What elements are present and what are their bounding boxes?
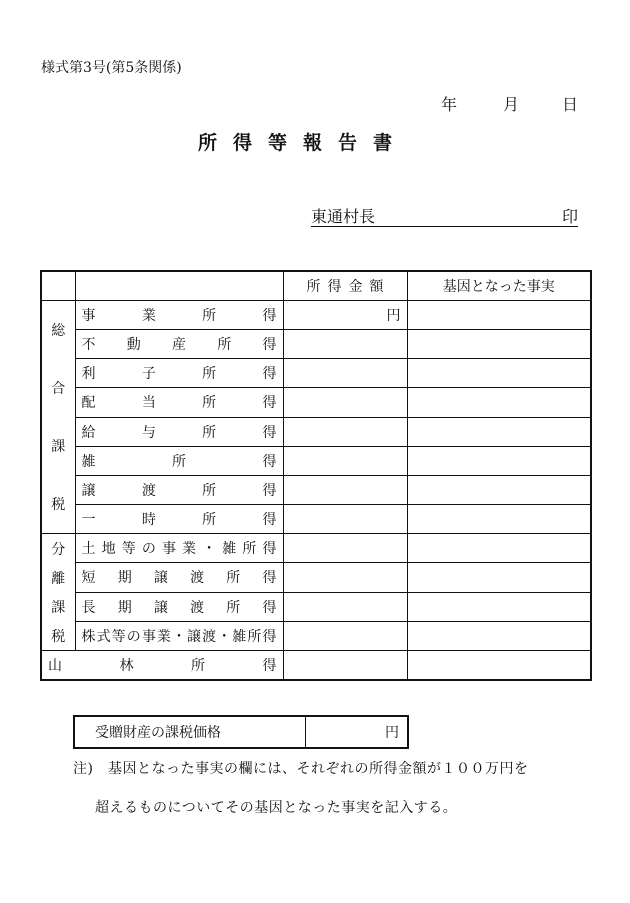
header-basis: 基因となった事実 xyxy=(407,271,591,301)
separate-group-char: 分 xyxy=(51,541,66,558)
income-basis-field[interactable] xyxy=(407,592,591,621)
separate-row-label xyxy=(75,621,283,650)
income-amount-field[interactable]: 円 xyxy=(283,301,407,330)
income-table xyxy=(40,270,592,681)
income-basis-field[interactable] xyxy=(407,330,591,359)
gift-amount-field[interactable]: 円 xyxy=(306,716,409,748)
comprehensive-row xyxy=(41,301,591,330)
income-amount-field[interactable] xyxy=(283,359,407,388)
separate-group-char: 課 xyxy=(51,599,66,616)
separate-row xyxy=(41,621,591,650)
recipient-line xyxy=(311,204,578,227)
comprehensive-row-label xyxy=(75,417,283,446)
income-amount-field[interactable] xyxy=(283,330,407,359)
header-blank-1 xyxy=(41,271,75,301)
date-line xyxy=(0,92,630,116)
comprehensive-group-char: 税 xyxy=(51,497,66,513)
comprehensive-row-label xyxy=(75,475,283,504)
recipient-name: 東通村長 xyxy=(311,207,376,226)
separate-row-label xyxy=(75,563,283,592)
income-amount-field[interactable] xyxy=(283,651,407,681)
income-basis-field[interactable] xyxy=(407,475,591,504)
comprehensive-row-label xyxy=(75,359,283,388)
comprehensive-row xyxy=(41,417,591,446)
income-amount-field[interactable] xyxy=(283,475,407,504)
document-title: 所得等報告書 xyxy=(198,132,409,154)
comprehensive-group-label xyxy=(41,301,75,534)
income-amount-field[interactable] xyxy=(283,534,407,563)
comprehensive-row-label xyxy=(75,388,283,417)
comprehensive-row xyxy=(41,446,591,475)
income-basis-field[interactable] xyxy=(407,417,591,446)
comprehensive-row-label xyxy=(75,330,283,359)
comprehensive-row-label-text: 譲 渡 所 得 xyxy=(81,482,277,499)
gift-label: 受贈財産の課税価格 xyxy=(74,716,306,748)
separate-row xyxy=(41,534,591,563)
gift-value-table xyxy=(73,715,409,749)
comprehensive-group-char: 総 xyxy=(51,323,66,339)
income-basis-field[interactable] xyxy=(407,504,591,533)
comprehensive-row xyxy=(41,359,591,388)
comprehensive-row-label-text: 雑 所 得 xyxy=(81,453,277,470)
forest-row xyxy=(41,651,591,681)
separate-row-label xyxy=(75,534,283,563)
income-amount-field[interactable] xyxy=(283,621,407,650)
income-amount-field[interactable] xyxy=(283,592,407,621)
separate-row-label-text: 長 期 譲 渡 所 得 xyxy=(81,599,277,616)
comprehensive-row-label-text: 配 当 所 得 xyxy=(81,395,277,412)
income-amount-field[interactable] xyxy=(283,446,407,475)
gift-row xyxy=(74,716,408,748)
comprehensive-group-char: 合 xyxy=(51,381,66,397)
comprehensive-row-label xyxy=(75,301,283,330)
header-row xyxy=(41,271,591,301)
income-basis-field[interactable] xyxy=(407,388,591,417)
date-year: 年 xyxy=(441,95,458,114)
income-basis-field[interactable] xyxy=(407,446,591,475)
separate-row xyxy=(41,592,591,621)
comprehensive-row xyxy=(41,504,591,533)
seal-mark: 印 xyxy=(561,207,578,226)
comprehensive-row-label-text: 給 与 所 得 xyxy=(81,424,277,441)
income-amount-field[interactable] xyxy=(283,563,407,592)
forest-label xyxy=(41,651,283,681)
separate-row xyxy=(41,563,591,592)
date-day: 日 xyxy=(562,95,579,114)
comprehensive-row xyxy=(41,475,591,504)
income-basis-field[interactable] xyxy=(407,359,591,388)
separate-group-char: 離 xyxy=(51,570,66,587)
comprehensive-row-label-text: 一 時 所 得 xyxy=(81,511,277,528)
separate-row-label-text: 短 期 譲 渡 所 得 xyxy=(81,570,277,587)
comprehensive-row-label xyxy=(75,504,283,533)
income-basis-field[interactable] xyxy=(407,534,591,563)
comprehensive-row-label-text: 不 動 産 所 得 xyxy=(81,337,277,354)
note-line-1: 注) 基因となった事実の欄には、それぞれの所得金額が１００万円を xyxy=(73,761,529,777)
comprehensive-group-char: 課 xyxy=(51,439,66,455)
income-amount-field[interactable] xyxy=(283,388,407,417)
income-amount-field[interactable] xyxy=(283,504,407,533)
income-basis-field[interactable] xyxy=(407,651,591,681)
header-blank-2 xyxy=(75,271,283,301)
comprehensive-row-label xyxy=(75,446,283,475)
income-basis-field[interactable] xyxy=(407,301,591,330)
form-number: 様式第3号(第5条関係) xyxy=(41,60,182,76)
comprehensive-row-label-text: 事 業 所 得 xyxy=(81,308,277,325)
forest-label-text: 山 林 所 得 xyxy=(48,658,277,674)
separate-group-char: 税 xyxy=(51,628,66,645)
income-amount-field[interactable] xyxy=(283,417,407,446)
separate-row-label-text: 株 式 等 の 事 業 ・ 譲 渡 ・ 雑 所 得 xyxy=(81,628,277,645)
separate-row-label xyxy=(75,592,283,621)
comprehensive-row-label-text: 利 子 所 得 xyxy=(81,366,277,383)
date-month: 月 xyxy=(503,95,520,114)
separate-group-label xyxy=(41,534,75,651)
comprehensive-row xyxy=(41,388,591,417)
income-basis-field[interactable] xyxy=(407,621,591,650)
income-basis-field[interactable] xyxy=(407,563,591,592)
header-amount: 所 得 金 額 xyxy=(283,271,407,301)
comprehensive-row xyxy=(41,330,591,359)
separate-row-label-text: 土 地 等 の 事 業 ・ 雑 所 得 xyxy=(81,541,277,558)
note-line-2: 超えるものについてその基因となった事実を記入する。 xyxy=(95,800,458,816)
